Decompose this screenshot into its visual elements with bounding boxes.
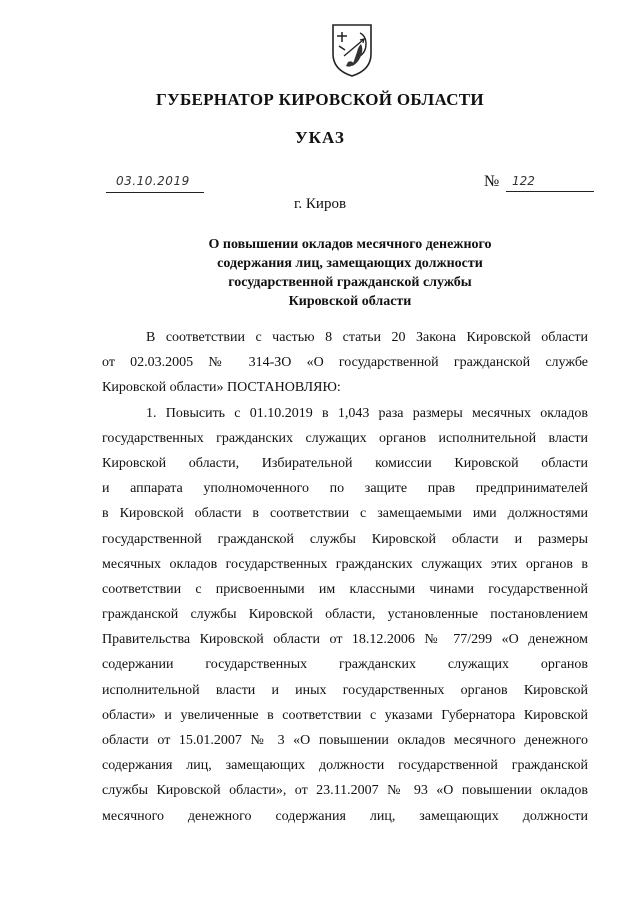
document-subject [195,235,505,311]
body-line: от 02.03.2005 № 314-ЗО «О государственной гражданской службе [102,355,588,371]
body-line: в Кировской области в соответствии с замещаемыми ими должностями [102,506,588,522]
document-body [102,325,588,829]
body-line: Кировской области» ПОСТАНОВЛЯЮ: [102,380,341,396]
body-line: Кировской области, Избирательной комиссии Кировской области [102,455,588,471]
body-line: и аппарата уполномоченного по защите прав предпринимателей [102,481,588,497]
coat-of-arms-icon [330,22,374,78]
body-line: области» и увеличенные в соответствии с указами Губернатора Кировской [102,707,588,723]
subject-line: содержания лиц, замещающих должности [217,256,483,271]
body-line: исполнительной власти и иных государственных органов Кировской [102,682,588,698]
body-line: содержании государственных гражданских служащих органов [102,657,588,673]
number-field [484,174,594,192]
body-line: области от 15.01.2007 № 3 «О повышении окладов месячного денежного [102,733,588,748]
body-line: содержания лиц, замещающих должности государственной гражданской [102,758,588,774]
subject-line: государственной гражданской службы [228,275,472,290]
body-line: государственных гражданских служащих органов исполнительной власти [102,430,588,446]
subject-line: Кировской области [288,294,412,309]
body-line: гражданской службы Кировской области, установленные постановлением [102,607,588,623]
city: г. Киров [293,196,347,212]
body-line: соответствии с присвоенными им классными чинами государственной [102,581,588,597]
body-line: службы Кировской области», от 23.11.2007 № 93 «О повышении окладов [102,783,588,799]
body-line: месячных окладов государственных гражданских служащих этих органов в [102,556,588,572]
issuer-title: ГУБЕРНАТОР КИРОВСКОЙ ОБЛАСТИ [156,90,484,109]
body-line: 1. Повысить с 01.10.2019 в 1,043 раза размеры месячных окладов [146,405,588,421]
number-value: 122 [512,174,535,188]
body-line: государственной гражданской службы Кировской области и размеры [102,531,588,547]
number-underline [506,191,594,192]
date-value: 03.10.2019 [116,174,190,188]
body-line: В соответствии с частью 8 статьи 20 Закона Кировской области [146,330,588,345]
document-type: УКАЗ [295,128,345,147]
body-line: Правительства Кировской области от 18.12.2006 № 77/299 «О денежном [102,632,588,648]
date-field [106,174,204,193]
number-sign: № [484,173,500,190]
subject-line: О повышении окладов месячного денежного [208,237,492,252]
body-line: месячного денежного содержания лиц, замещающих должности [102,808,588,824]
